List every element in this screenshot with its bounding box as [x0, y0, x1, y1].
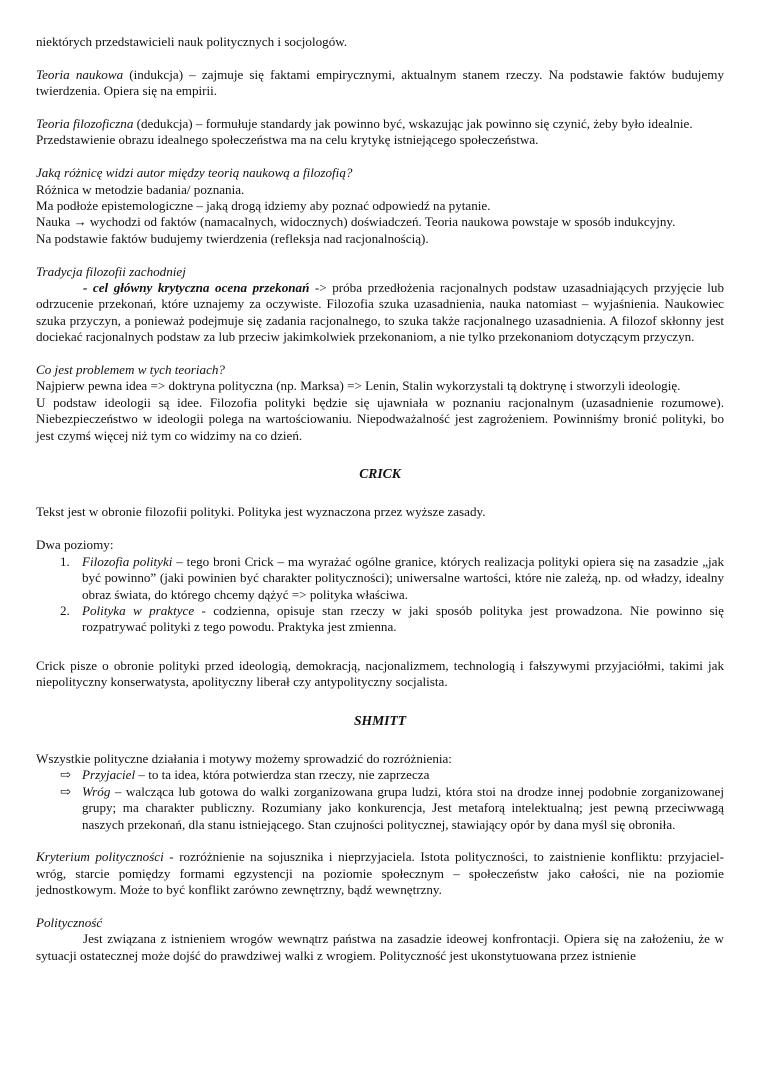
list-number: 2.	[60, 602, 70, 618]
text-wrog: – walcząca lub gotowa do walki zorganizowana grupa ludzi, która stoi na drodze innej podobnie zorganizowanej grupy; ma charakter publiczny. Rozumiany jako konkurencja, Jest metaforą intelektualną; jest pewną przeciwwagą naszych przekonań, dla stanu istniejącego. Stan czujności politycznej, stawiający opór by dana myśl się obroniła.	[82, 783, 724, 832]
paragraph-crick-outro: Crick pisze o obronie polityki przed ideologią, demokracją, nacjonalizmem, technologią i fałszywymi przyjaciółmi, takimi jak niepolityczny konserwatysta, apolityczny liberał czy antypolityczny socjalista.	[36, 657, 724, 690]
text-kryterium: - rozróżnienie na sojusznika i nieprzyjaciela. Istota polityczności, to zaistnienie konfliktu: przyjaciel-wróg, starcie pomiędzy formami egzystencji na poziomie społecznym – społeczeństw jako całości, nie na poziomie jednostkowym. Może to być konflikt zarówno zewnętrzny, bądź wewnętrzny.	[36, 849, 725, 898]
term-wrog: Wróg	[82, 783, 111, 799]
paragraph-tradycja	[36, 280, 724, 346]
term-kryterium: Kryterium polityczności	[36, 849, 164, 865]
roznica-line-2: Ma podłoże epistemologiczne – jaką drogą idziemy aby poznać odpowiedź na pytanie.	[36, 198, 491, 214]
paragraph-kryterium	[36, 849, 724, 898]
heading-crick: CRICK	[359, 466, 401, 482]
term-teoria-naukowa: Teoria naukowa	[36, 66, 124, 82]
paragraph-teoria-naukowa	[36, 67, 724, 100]
text-filozofia-polityki: – tego broni Crick – ma wyrażać ogólne granice, których realizacja polityki opiera się na zasadzie „jak być powinno” (jaki powinien być charakter polityczności); uniwersalne wartości, które nie zależą, np. od władzy, idealny obraz świata, do którego chcemy dążyć => polityka właściwa.	[82, 553, 725, 602]
term-filozofia-polityki: Filozofia polityki	[82, 553, 173, 569]
paragraph-teoria-filozoficzna-line2: Przedstawienie obrazu idealnego społeczeństwa ma na celu krytykę istniejącego społeczeństwa.	[36, 132, 539, 148]
roznica-line-1: Różnica w metodzie badania/ poznania.	[36, 181, 245, 197]
list-item-przyjaciel	[36, 767, 724, 783]
heading-shmitt: SHMITT	[353, 712, 407, 728]
paragraph-politycznosc: Jest związana z istnieniem wrogów wewnątrz państwa na zasadzie ideowej konfrontacji. Opiera się na założeniu, że w sytuacji ostatecznej może dojść do prawdziwej walki z wrogiem. Polityczność jest ukonstytuowana przez istnienie	[36, 931, 724, 963]
list-shmitt	[36, 767, 724, 833]
text-polityka-w-praktyce: - codzienna, opisuje stan rzeczy w jaki sposób polityka jest prowadzona. Nie powinno się rozpatrywać polityki z tego powodu. Praktyka jest zmienna.	[82, 602, 724, 635]
lead-tradycja: - cel główny krytyczna ocena przekonań	[83, 280, 310, 296]
text-teoria-filozoficzna: (dedukcja) – formułuje standardy jak powinno być, wskazując jak powinno się czynić, żeby było idealnie.	[133, 116, 693, 131]
heading-tradycja: Tradycja filozofii zachodniej	[36, 263, 186, 279]
paragraph-teoria-filozoficzna	[36, 116, 724, 132]
label-dwa-poziomy: Dwa poziomy:	[36, 537, 114, 553]
text-teoria-naukowa: (indukcja) – zajmuje się faktami empirycznymi, aktualnym stanem rzeczy. Na podstawie faktów budujemy twierdzenia. Opiera się na empirii.	[36, 66, 724, 99]
term-przyjaciel: Przyjaciel	[82, 767, 136, 783]
heading-politycznosc: Polityczność	[36, 914, 103, 930]
paragraph-intro: niektórych przedstawicieli nauk politycznych i socjologów.	[36, 34, 348, 49]
question-problem: Co jest problemem w tych teoriach?	[36, 362, 225, 378]
arrow-right-icon: ⇨	[60, 783, 71, 799]
list-item-level-2	[36, 603, 724, 636]
list-item-wrog	[36, 784, 724, 833]
paragraph-crick-intro: Tekst jest w obronie filozofii polityki. Polityka jest wyznaczona przez wyższe zasady.	[36, 504, 486, 520]
paragraph-shmitt-intro: Wszystkie polityczne działania i motywy możemy sprowadzić do rozróżnienia:	[36, 750, 452, 766]
problem-line-2: U podstaw ideologii są idee. Filozofia polityki będzie się ujawniała w poznaniu racjonalnym (uzasadnienie rozumowe). Niebezpieczeństwo w ideologii polega na wartościowaniu. Niepodważalność jest zagrożeniem. Powinniśmy bronić polityki, bo jest czymś więcej niż tym co widzimy na co dzień.	[36, 394, 724, 443]
roznica-line-4: Na podstawie faktów budujemy twierdzenia (refleksja nad racjonalnością).	[36, 230, 429, 246]
text-przyjaciel: – to ta idea, która potwierdza stan rzeczy, nie zaprzecza	[135, 767, 430, 783]
text-tradycja: -> próba przedłożenia racjonalnych podstaw uzasadniających przyjęcie lub odrzucenie przekonań, które uznajemy za oczywiste. Filozofia szuka uzasadnienia, nauka natomiast – wyjaśnienia. Naukowiec szuka przyczyn, a ponieważ podejmuje się zadania racjonalnego, to szuka także racjonalnego uzasadnienia. A filozof skłonny jest dociekać racjonalnych podstaw za lub przeciw jakimkolwiek przekonaniom, a nie tylko przekonaniom dotyczącym przyczyn.	[36, 280, 724, 345]
question-roznica: Jaką różnicę widzi autor między teorią naukową a filozofią?	[36, 165, 353, 181]
term-teoria-filozoficzna: Teoria filozoficzna	[36, 116, 134, 131]
term-polityka-w-praktyce: Polityka w praktyce	[82, 602, 195, 618]
list-number: 1.	[60, 553, 70, 569]
roznica-line-3: Nauka → wychodzi od faktów (namacalnych, widocznych) doświadczeń. Teoria naukowa powstaje w sposób indukcyjny.	[36, 214, 676, 230]
list-crick-levels	[36, 554, 724, 636]
arrow-right-icon: ⇨	[60, 767, 71, 783]
problem-line-1: Najpierw pewna idea => doktryna polityczna (np. Marksa) => Lenin, Stalin wykorzystali tą doktrynę i stworzyli ideologię.	[36, 378, 681, 394]
list-item-level-1	[36, 554, 724, 603]
